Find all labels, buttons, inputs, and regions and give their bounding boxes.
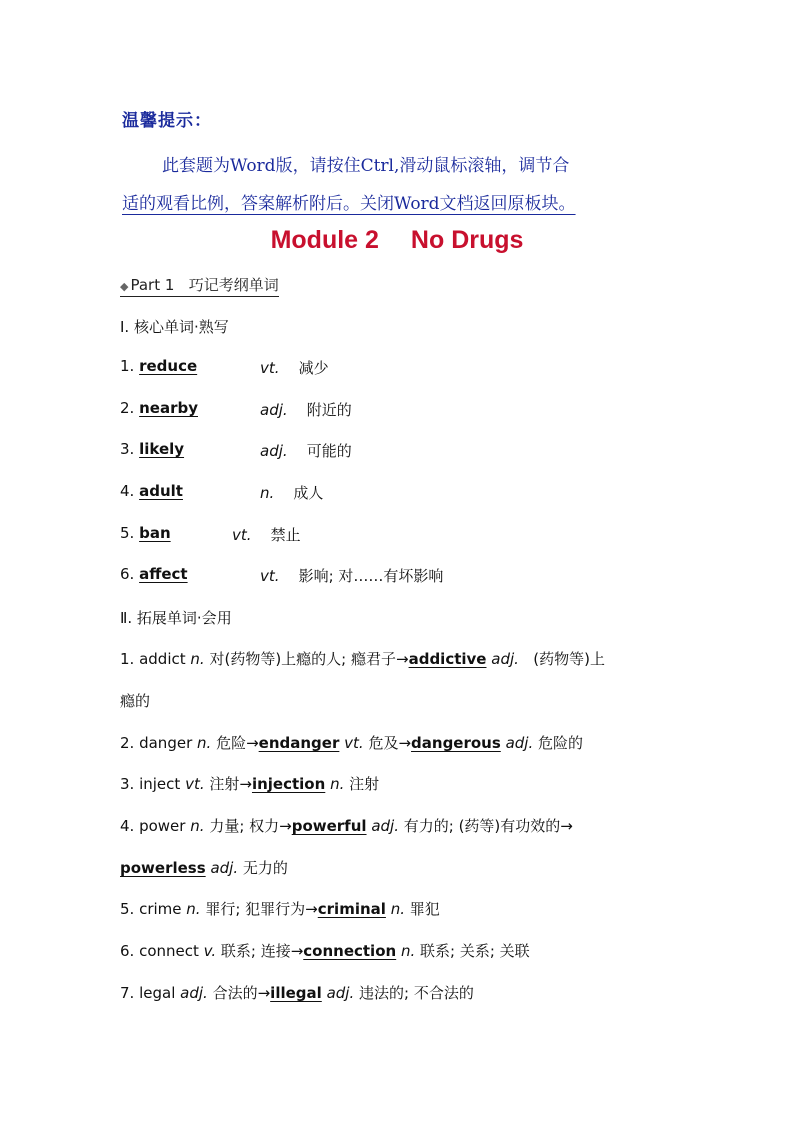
base-word: addict — [139, 650, 186, 668]
part-heading — [120, 274, 279, 297]
meaning: 罪犯 — [409, 900, 440, 918]
part-of-speech: vt. — [232, 526, 252, 544]
meaning: (药物等)上 — [533, 650, 605, 668]
part-label: Part 1 — [130, 276, 175, 294]
answer-word: adult — [139, 482, 183, 500]
part-of-speech: n. — [186, 900, 201, 918]
item-number: 5. — [120, 524, 135, 542]
tip-line-1: 此套题为Word版，请按住Ctrl,滑动鼠标滚轴，调节合 — [162, 156, 570, 176]
meaning: 附近的 — [306, 401, 352, 419]
part-of-speech: vt. — [344, 734, 364, 752]
meaning: 禁止 — [270, 526, 301, 544]
core-word-row — [120, 482, 324, 502]
base-word: crime — [139, 900, 182, 918]
answer-word: ban — [139, 524, 171, 542]
tip-title: 温馨提示： — [122, 111, 212, 131]
meaning-continued: 瘾的 — [120, 692, 151, 710]
item-number: 2. — [120, 734, 135, 752]
answer-word: connection — [303, 942, 397, 960]
ext-word-row — [120, 815, 573, 836]
meaning: 联系; 关系; 关联 — [420, 942, 530, 960]
ext-word-row — [120, 940, 530, 961]
part-of-speech: vt. — [260, 359, 280, 377]
core-word-row — [120, 399, 352, 419]
part-of-speech: adj. — [505, 734, 534, 752]
part-of-speech: v. — [203, 942, 217, 960]
answer-word: endanger — [258, 734, 340, 752]
core-word-row — [120, 357, 329, 377]
ext-word-row — [120, 648, 605, 669]
part-of-speech: vt. — [185, 775, 205, 793]
item-number: 6. — [120, 565, 135, 583]
item-number: 4. — [120, 482, 135, 500]
item-number: 1. — [120, 650, 135, 668]
base-word: inject — [139, 775, 181, 793]
core-word-row — [120, 440, 352, 460]
item-number: 1. — [120, 357, 135, 375]
answer-word: illegal — [270, 984, 322, 1002]
part-of-speech: n. — [260, 484, 275, 502]
meaning: 危险→ — [216, 734, 259, 752]
answer-word: nearby — [139, 399, 198, 417]
part-of-speech: adj. — [491, 650, 519, 668]
meaning: 罪行; 犯罪行为→ — [205, 900, 318, 918]
ext-word-row-cont — [120, 857, 288, 878]
answer-word: reduce — [139, 357, 198, 375]
base-word: connect — [139, 942, 199, 960]
answer-word: likely — [139, 440, 185, 458]
meaning: 力量; 权力→ — [209, 817, 292, 835]
section2-heading: Ⅱ. 拓展单词·会用 — [120, 609, 232, 627]
part-of-speech: n. — [190, 817, 205, 835]
part-of-speech: adj. — [326, 984, 355, 1002]
meaning: 减少 — [298, 359, 329, 377]
part-of-speech: adj. — [260, 442, 288, 460]
meaning: 违法的; 不合法的 — [359, 984, 474, 1002]
part-of-speech: adj. — [210, 859, 239, 877]
answer-word: affect — [139, 565, 188, 583]
tip-line-2: 适的观看比例，答案解析附后。关闭Word文档返回原板块。 — [122, 194, 576, 214]
answer-word: addictive — [408, 650, 487, 668]
part-of-speech: adj. — [260, 401, 288, 419]
part-title: 巧记考纲单词 — [188, 276, 279, 294]
ext-word-row — [120, 982, 474, 1003]
ext-word-row — [120, 898, 440, 919]
module-title-b: No Drugs — [410, 226, 524, 254]
part-of-speech: n. — [190, 650, 205, 668]
item-number: 5. — [120, 900, 135, 918]
part-of-speech: n. — [197, 734, 212, 752]
core-word-row — [120, 565, 444, 585]
answer-word: powerless — [120, 859, 206, 877]
ext-word-row — [120, 732, 583, 753]
item-number: 7. — [120, 984, 135, 1002]
meaning: 注射→ — [209, 775, 252, 793]
part-of-speech: n. — [400, 942, 416, 960]
item-number: 4. — [120, 817, 135, 835]
answer-word: criminal — [317, 900, 386, 918]
meaning: 可能的 — [306, 442, 352, 460]
answer-word: injection — [251, 775, 326, 793]
base-word: power — [139, 817, 186, 835]
part-of-speech: vt. — [260, 567, 280, 585]
tip-body — [122, 147, 687, 223]
ext-word-row-cont — [120, 690, 150, 711]
part-of-speech: n. — [390, 900, 405, 918]
meaning: 无力的 — [242, 859, 288, 877]
meaning: 合法的→ — [212, 984, 271, 1002]
diamond-bullet-icon: ◆ — [120, 280, 129, 293]
part-of-speech: adj. — [180, 984, 208, 1002]
meaning: 联系; 连接→ — [220, 942, 304, 960]
item-number: 3. — [120, 775, 135, 793]
base-word: danger — [139, 734, 193, 752]
meaning: 注射 — [349, 775, 380, 793]
meaning: 有力的; (药等)有功效的→ — [403, 817, 573, 835]
module-title-a: Module 2 — [270, 226, 379, 254]
core-word-row — [120, 524, 301, 544]
meaning: 危险的 — [538, 734, 584, 752]
part-of-speech: n. — [330, 775, 345, 793]
meaning: 对(药物等)上瘾的人; 瘾君子→ — [209, 650, 409, 668]
answer-word: powerful — [291, 817, 367, 835]
item-number: 6. — [120, 942, 135, 960]
answer-word: dangerous — [411, 734, 501, 752]
section1-heading: Ⅰ. 核心单词·熟写 — [120, 318, 229, 336]
base-word: legal — [139, 984, 176, 1002]
item-number: 3. — [120, 440, 135, 458]
module-title — [0, 226, 794, 255]
part-of-speech: adj. — [371, 817, 399, 835]
item-number: 2. — [120, 399, 135, 417]
meaning: 危及→ — [368, 734, 412, 752]
meaning: 影响; 对……有坏影响 — [298, 567, 444, 585]
ext-word-row — [120, 773, 379, 794]
meaning: 成人 — [293, 484, 324, 502]
